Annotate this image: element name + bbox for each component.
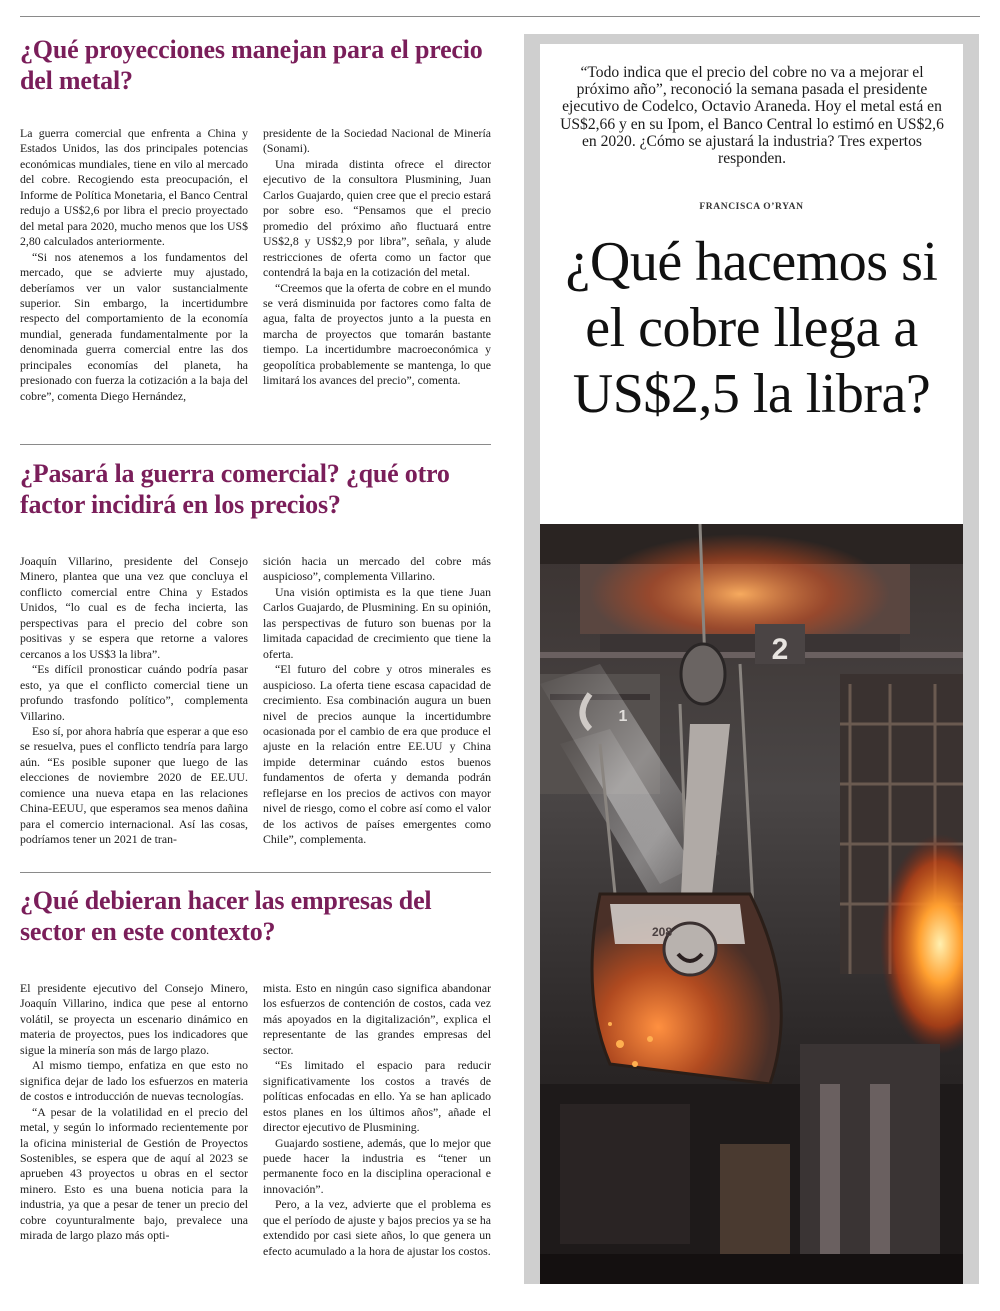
paragraph: Una visión optimista es la que tiene Juan Carlos Guajardo, de Plusmining. En su opinión, las perspectivas de futuro son buenas por la limitada capacidad de crecimiento que tiene la oferta. (263, 584, 491, 661)
column-right (263, 554, 491, 848)
floor (540, 1254, 963, 1284)
paragraph: sición hacia un mercado del cobre más auspicioso”, complementa Villarino. (263, 554, 491, 584)
column-left (20, 981, 248, 1244)
smelter-photo (540, 524, 963, 1284)
paragraph: “Es limitado el espacio para reducir significativamente los costos a través de políticas enfocadas en ello. Ya se han aplicado estos planes en los últimos años”, añade el director ejecutivo de Plusmining. (263, 1058, 491, 1135)
section-companies (20, 885, 491, 1258)
crane-hook-block (681, 644, 725, 704)
paragraph: El presidente ejecutivo del Consejo Minero, Joaquín Villarino, indica que pese al entorno volátil, se proyecta un escenario dinámico en materia de proyectos, pues los indicadores que sigue la minería son más de largo plazo. (20, 981, 248, 1057)
paragraph: “A pesar de la volatilidad en el precio del metal, y según lo informado recientemente por la oficina ministerial de Gestión de Proyectos Sostenibles, se espera que de aquí al 2023 se aprueben 43 proyectos u obras en el sector minero. Esto es una buena noticia para la industria, ya que a pesar de tener un precio del cobre coyunturalmente bajo, prevalece una mirada de largo plazo más opti- (20, 1104, 248, 1243)
paragraph: Eso sí, por ahora habría que esperar a que eso se resuelva, pues el conflicto tendría para largo aún. “Es posible suponer que luego de las elecciones de noviembre 2020 de EE.UU. comience una nueva etapa en las relaciones China-EEUU, que esperamos sea menos dañina para el comercio internacional. Así las cosas, podríamos tener un 2021 de tran- (20, 723, 248, 847)
section-heading: ¿Qué proyecciones manejan para el precio del metal? (20, 35, 483, 95)
deck-text: “Todo indica que el precio del cobre no va a mejorar el próximo año”, reconoció la semana pasada el presidente ejecutivo de Codelco, Octavio Araneda. Hoy el metal está en US$2,66 y en su Ipom, el Banco Central lo estimó en US$2,6 en 2020. ¿Cómo se ajustará la industria? Tres expertos responden. (560, 64, 944, 168)
machine-pipe (820, 1084, 840, 1274)
panel-number-2: 2 (771, 633, 789, 666)
paragraph: Guajardo sostiene, además, que lo mejor que puede hacer la industria es “tener un permanente foco en la disciplina operacional e innovación”. (263, 1135, 491, 1196)
gantry-rail-lower (540, 652, 963, 658)
section-heading: ¿Pasará la guerra comercial? ¿qué otro factor incidirá en los precios? (20, 459, 450, 519)
paragraph: mista. Esto en ningún caso significa abandonar los esfuerzos de contención de costos, cada vez más apoyados en la digitalización”, explica el representante de las grandes empresas del sector. (263, 981, 491, 1057)
section-divider (20, 444, 491, 445)
main-headline: ¿Qué hacemos si el cobre llega a US$2,5 la libra? (565, 231, 938, 425)
column-right (263, 981, 491, 1259)
top-rule (20, 16, 980, 17)
section-trade-war (20, 458, 491, 847)
ladle-number: 208 (652, 925, 673, 939)
column-left (20, 126, 248, 404)
section-price-projections (20, 34, 491, 403)
paragraph: Pero, a la vez, advierte que el problema es que el período de ajuste y bajos precios ya se ha extendido por casi siete años, lo que genera un efecto acumulado a la hora de ajustar los costos. (263, 1197, 491, 1258)
headline-panel (540, 44, 963, 532)
paragraph: Al mismo tiempo, enfatiza en que esto no significa dejar de lado los esfuerzos en materia de costos e introducción de nuevas tecnologías. (20, 1058, 248, 1104)
column-left (20, 554, 248, 848)
machine-block-left (560, 1104, 690, 1244)
section-heading: ¿Qué debieran hacer las empresas del sector en este contexto? (20, 886, 432, 946)
byline: FRANCISCA O’RYAN (699, 202, 804, 212)
column-right (263, 126, 491, 389)
paragraph: Joaquín Villarino, presidente del Consejo Minero, plantea que una vez que concluya el conflicto comercial entre China y Estados Unidos, “lo cual es de fecha incierta, las perspectivas para el precio del cobre son positivas y se espera que retorne a valores cercanos a los US$3 la libra”. (20, 554, 248, 661)
paragraph: “El futuro del cobre y otros minerales es auspicioso. La oferta tiene escasa capacidad de crecimiento. Esa combinación augura un buen nivel de precios aunque la incertidumbre ocasionada por el cambio de era que produce el ajuste en la relación entre EE.UU y China impide determinar cuándo estos buenos fundamentos de oferta y demanda podrán reflejarse en los precios de activos con mayor nivel de riesgo, como el cobre así como el valor de los activos de países emergentes como Chile”, complementa. (263, 662, 491, 847)
machine-pipe (870, 1084, 890, 1274)
sidebar-feature (524, 34, 979, 1284)
section-divider (20, 872, 491, 873)
paragraph: “Si nos atenemos a los fundamentos del mercado, que se advierte muy ajustado, deberíamos ver un valor sustancialmente superior. Sin embargo, la incertidumbre respecto del comportamiento de la economía mundial, generada fundamentalmente por la denominada guerra comercial entre las dos principales economías del planeta, ha presionado con fuerza la cotización a la baja del cobre”, comenta Diego Hernández, (20, 249, 248, 403)
paragraph: presidente de la Sociedad Nacional de Minería (Sonami). (263, 126, 491, 156)
paragraph: “Creemos que la oferta de cobre en el mundo se verá disminuida por factores como falta de agua, falta de proyectos junto a la puesta en marcha de proyectos que tomarán bastante tiempo. La incertidumbre macroeconómica y geopolítica probablemente se mantenga, lo que limitará los avances del precio”, comenta. (263, 280, 491, 388)
paragraph: Una mirada distinta ofrece el director ejecutivo de la consultora Plusmining, Juan Carlos Guajardo, quien cree que el precio estará por sobre eso. “Pensamos que el precio promedio del próximo año fluctuará entre US$2,8 y US$2,9 por libra”, señala, y alude restricciones de oferta como un factor que contendrá la baja en la cotización del metal. (263, 156, 491, 280)
paragraph: La guerra comercial que enfrenta a China y Estados Unidos, las dos principales potencias económicas mundiales, tiene en vilo al mercado del cobre. Recogiendo esta preocupación, el Informe de Política Monetaria, el Banco Central redujo a US$2,6 por libra el precio proyectado del metal para 2020, mucho menos que los US$ 2,80 calculados anteriormente. (20, 126, 248, 249)
paragraph: “Es difícil pronosticar cuándo podría pasar esto, ya que el conflicto comercial tiene un profundo trasfondo político”, complementa Villarino. (20, 662, 248, 723)
gantry-rail (600, 634, 900, 652)
